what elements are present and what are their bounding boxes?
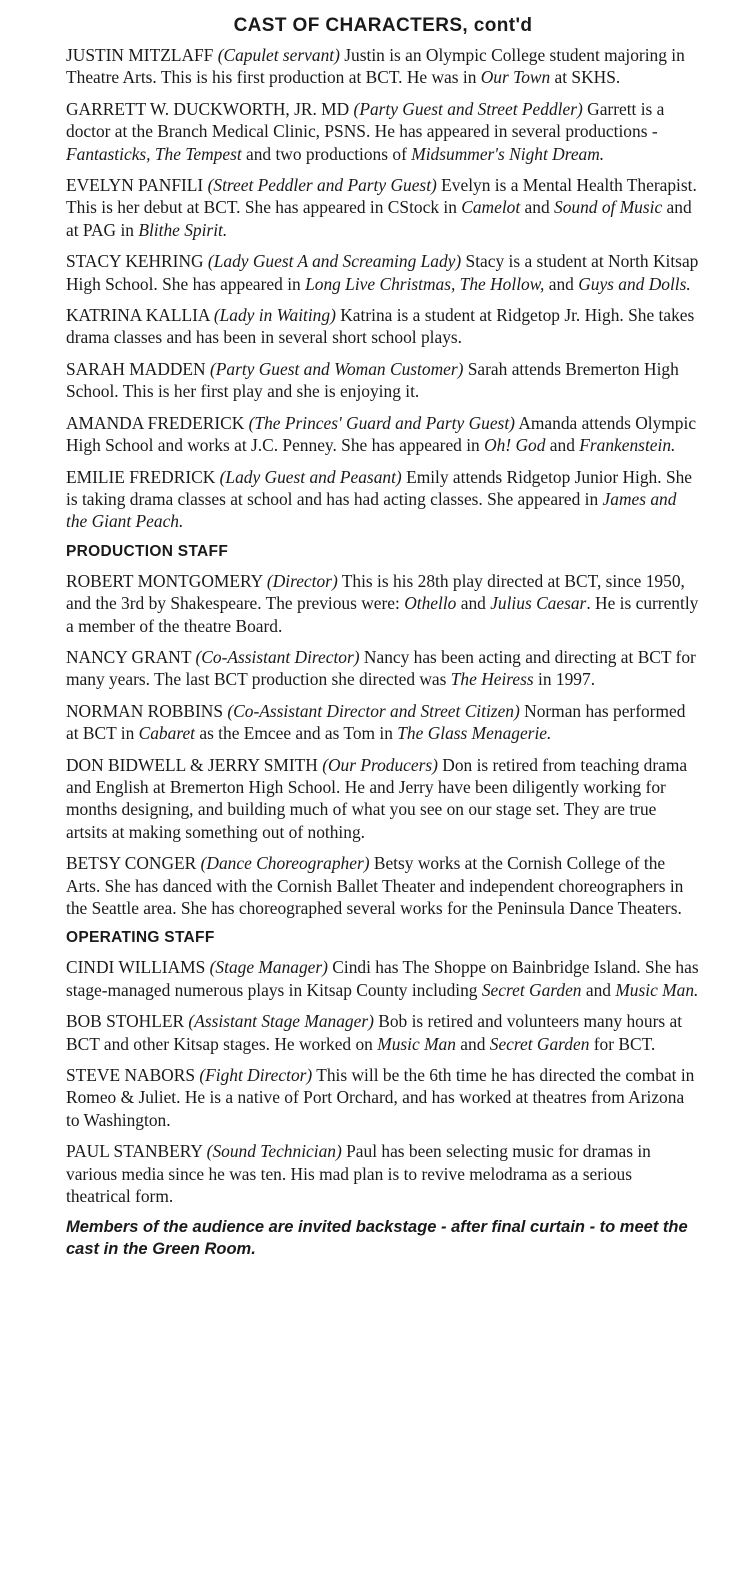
production-staff-bio [66,852,700,919]
operating-staff-list [66,956,700,1207]
bio-text: . He is currently a member of the theatre Board. [66,593,699,636]
production-title: Long Live Christmas, The Hollow, [305,273,545,294]
cast-bio [66,304,700,349]
cast-list [66,44,700,533]
person-name: GARRETT W. DUCKWORTH, JR. MD [66,98,354,119]
cast-bio [66,250,700,295]
person-role: (Assistant Stage Manager) [188,1011,374,1032]
person-role: (Sound Technician) [206,1141,342,1162]
bio-text: This will be the 6th time he has directed the combat in Romeo & Juliet. He is a native of Port Orchard, and has worked at theatres from Arizona to Washington. [66,1065,695,1130]
cast-bio [66,174,700,241]
bio-text: Nancy has been acting and directing at BCT for many years. The last BCT production she directed was [66,646,696,690]
production-staff-heading: PRODUCTION STAFF [66,542,229,560]
production-staff-entry [66,646,700,691]
production-staff-bio [66,700,700,745]
production-title: Our Town [480,67,551,88]
person-name: STEVE NABORS [66,1065,200,1086]
bio-text: and [544,273,579,294]
production-title: Guys and Dolls. [578,273,691,294]
cast-bio [66,466,700,533]
production-title: Julius Caesar [490,593,587,614]
operating-staff-entry [66,1010,700,1055]
person-name: NORMAN ROBBINS [66,700,228,721]
person-role: (Lady Guest and Peasant) [219,466,402,487]
operating-staff-entry [66,1140,700,1207]
person-role: (Co-Assistant Director) [195,646,360,667]
bio-text: Amanda attends Olympic High School and works at J.C. Penney. She has appeared in [66,412,697,456]
bio-text: and [581,979,616,1000]
bio-text: Evelyn is a Mental Health Therapist. This is her debut at BCT. She has appeared in CStock in [66,175,697,218]
person-role: (Street Peddler and Party Guest) [207,175,437,196]
bio-text: Norman has performed at BCT in [66,700,686,744]
production-title: Frankenstein. [579,435,676,456]
cast-entry [66,250,700,295]
person-role: (Party Guest and Woman Customer) [209,358,464,379]
bio-text: and [456,593,491,614]
person-role: (Capulet servant) [217,45,340,65]
bio-text: and [455,1033,490,1054]
production-title: Camelot [461,197,521,218]
production-staff-list [66,570,700,920]
bio-text: for BCT. [589,1033,656,1054]
cast-entry [66,358,700,403]
person-role: (Stage Manager) [209,957,328,978]
operating-staff-bio [66,1064,700,1131]
person-role: (The Princes' Guard and Party Guest) [248,412,515,433]
production-title: Cabaret [138,723,195,744]
production-staff-bio [66,754,700,844]
production-title: Music Man [377,1033,456,1054]
production-title: Sound of Music [554,197,663,218]
person-role: (Party Guest and Street Peddler) [353,98,583,119]
person-name: AMANDA FREDERICK [66,412,249,433]
person-name: STACY KEHRING [66,251,208,272]
production-staff-bio [66,646,700,691]
production-title: Oh! God [484,435,546,456]
bio-text: in 1997. [533,669,596,690]
cast-entry [66,174,700,241]
production-title: Secret Garden [489,1033,590,1054]
production-staff-entry [66,754,700,844]
bio-text: Betsy works at the Cornish College of the Arts. She has danced with the Cornish Ballet Theater and independent choreographers in the Seattle area. She has choreographed several works for the Peninsula Dance Theaters. [66,853,684,918]
person-name: ROBERT MONTGOMERY [66,570,267,591]
production-staff-entry [66,700,700,745]
production-title: Fantasticks, The Tempest [66,143,242,164]
bio-text: Katrina is a student at Ridgetop Jr. High. She takes drama classes and has been in several short school plays. [66,305,695,348]
person-role: (Director) [266,570,338,591]
person-name: NANCY GRANT [66,646,196,667]
person-name: SARAH MADDEN [66,358,210,379]
bio-text: Paul has been selecting music for dramas in various media since he was ten. His mad plan is to revive melodrama as a serious theatrical form. [66,1141,651,1207]
operating-staff-bio [66,1140,700,1207]
production-title: The Heiress [450,669,534,690]
production-staff-entry [66,852,700,919]
bio-text: Sarah attends Bremerton High School. This is her first play and she is enjoying it. [66,358,679,402]
bio-text: and two productions of [241,143,412,164]
production-title: James and the Giant Peach. [66,488,677,532]
person-name: BETSY CONGER [66,853,201,874]
page-title: CAST OF CHARACTERS, cont'd [233,15,533,36]
bio-text: Garrett is a doctor at the Branch Medical Clinic, PSNS. He has appeared in several productions - [66,98,665,142]
backstage-invitation: Members of the audience are invited backstage - after final curtain - to meet the cast in the Green Room. [66,1218,688,1259]
operating-staff-bio [66,1010,700,1055]
operating-staff-bio [66,956,700,1001]
bio-text: at SKHS. [550,67,621,88]
cast-entry [66,304,700,349]
bio-text: This is his 28th play directed at BCT, since 1950, and the 3rd by Shakespeare. The previous were: [66,570,685,614]
person-role: (Fight Director) [199,1065,313,1086]
cast-bio [66,358,700,403]
production-staff-entry [66,570,700,637]
bio-text: Emily attends Ridgetop Junior High. She is taking drama classes at school and has had acting classes. She appeared in [66,466,693,509]
bio-text: as the Emcee and as Tom in [195,723,398,744]
person-name: BOB STOHLER [66,1011,189,1032]
person-name: CINDI WILLIAMS [66,957,210,978]
person-name: EMILIE FREDRICK [66,466,220,487]
cast-entry [66,44,700,89]
production-title: The Glass Menagerie. [397,723,552,744]
bio-text: Justin is an Olympic College student majoring in Theatre Arts. This is his first production at BCT. He was in [66,45,685,88]
cast-bio [66,412,700,457]
person-role: (Lady Guest A and Screaming Lady) [207,251,462,272]
bio-text: and [545,435,580,456]
bio-text: Don is retired from teaching drama and English at Bremerton High School. He and Jerry have been diligently working for months designing, and building much of what you see on our stage set. They are true artsits at making something out of nothing. [66,754,688,842]
bio-text: and at PAG in [66,197,692,240]
production-title: Secret Garden [481,979,582,1000]
person-name: KATRINA KALLIA [66,305,214,326]
production-staff-bio [66,570,700,637]
person-name: PAUL STANBERY [66,1141,207,1162]
production-title: Blithe Spirit. [138,219,228,240]
cast-bio [66,44,700,89]
person-role: (Lady in Waiting) [213,305,336,326]
cast-entry [66,98,700,165]
production-title: Othello [404,593,457,614]
bio-text: Bob is retired and volunteers many hours at BCT and other Kitsap stages. He worked on [66,1011,683,1054]
cast-entry [66,466,700,533]
cast-entry [66,412,700,457]
person-role: (Co-Assistant Director and Street Citizen) [227,700,520,721]
person-name: EVELYN PANFILI [66,175,208,196]
person-name: DON BIDWELL & JERRY SMITH [66,754,323,775]
person-name: JUSTIN MITZLAFF [66,45,218,65]
production-title: Midsummer's Night Dream. [411,143,605,164]
bio-text: Cindi has The Shoppe on Bainbridge Island. She has stage-managed numerous plays in Kitsap County including [66,957,699,1000]
person-role: (Our Producers) [322,754,438,775]
person-role: (Dance Choreographer) [200,853,370,874]
operating-staff-heading: OPERATING STAFF [66,929,215,947]
bio-text: Stacy is a student at North Kitsap High School. She has appeared in [66,251,699,294]
cast-bio [66,98,700,165]
bio-text: and [520,197,554,218]
production-title: Music Man. [615,979,699,1000]
operating-staff-entry [66,1064,700,1131]
operating-staff-entry [66,956,700,1001]
